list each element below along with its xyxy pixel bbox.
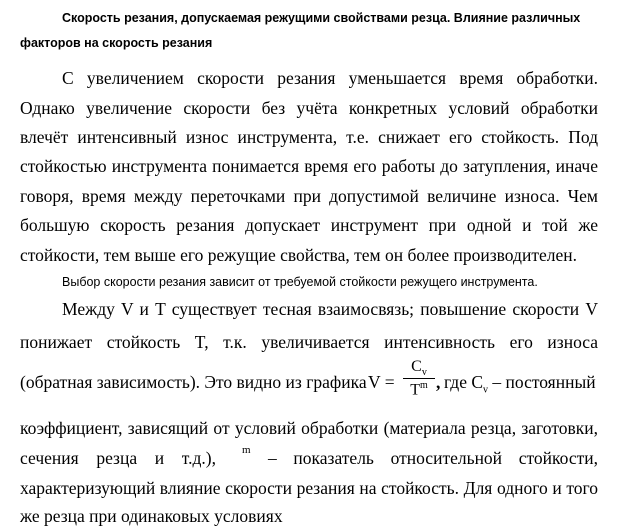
exponent-m: m	[242, 444, 251, 456]
paragraph-2-line-6: характеризующий влияние скорости резания на стойкость. Для одного и того	[20, 478, 598, 498]
paragraph-2-line-2: понижает стойкость T, т.к. увеличивается интенсивность его износа	[20, 332, 598, 352]
paragraph-2-line-3-start: (обратная зависимость). Это видно из графика	[20, 372, 367, 392]
paragraph-1-line-7: стойкости, тем выше его режущие свойства, тем он более производителен.	[20, 245, 577, 265]
paragraph-2-line-7: же резца при одинаковых условиях	[20, 506, 283, 526]
paragraph-2-line-3-end: где $C_v$ – постоянный	[444, 372, 596, 396]
paragraph-2-line-4: коэффициент, зависящий от условий обработки (материала резца, заготовки,	[20, 418, 598, 438]
paragraph-1-line-6: большую скорость резания допускает инструмент при одной и той же	[20, 215, 598, 235]
paragraph-1-line-1: С увеличением скорости резания уменьшается время обработки.	[62, 68, 598, 88]
paragraph-2-line-5-end: – показатель относительной стойкости,	[268, 448, 598, 468]
formula-numerator: $C_v$	[411, 358, 427, 379]
paragraph-1-line-2: Однако увеличение скорости без учёта конкретных условий обработки	[20, 98, 598, 118]
paragraph-1-line-4: стойкостью инструмента понимается время его работы до затупления, иначе	[20, 156, 598, 176]
paragraph-1-line-3: влечёт интенсивный износ инструмента, т.е. снижает его стойкость. Под	[20, 127, 598, 147]
paragraph-2-line-5-start: сечения резца и т.д.),	[20, 448, 216, 468]
note-line: Выбор скорости резания зависит от требуемой стойкости режущего инструмента.	[62, 275, 538, 289]
formula-denominator: $T^m$	[410, 380, 428, 399]
paragraph-2-line-1: Между V и T существует тесная взаимосвязь; повышение скорости V	[62, 299, 598, 319]
section-heading-line-2: факторов на скорость резания	[20, 36, 213, 50]
section-heading-line-1: Скорость резания, допускаемая режущими свойствами резца. Влияние различных	[62, 11, 581, 25]
formula-comma: ,	[436, 372, 441, 392]
paragraph-1-line-5: говоря, время между переточками при допустимой величине износа. Чем	[20, 186, 598, 206]
fraction-bar	[403, 378, 435, 379]
formula-fraction	[403, 358, 435, 402]
formula-lhs: V =	[368, 372, 395, 392]
